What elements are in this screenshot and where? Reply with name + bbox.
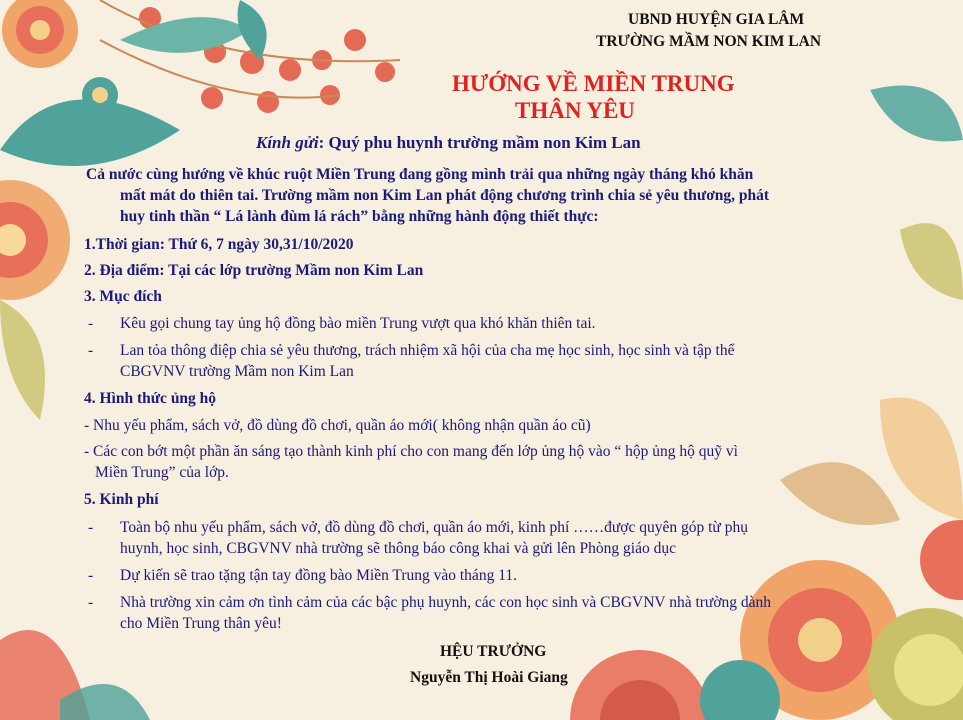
flower-left — [0, 180, 70, 300]
flower-top-left — [2, 0, 78, 68]
section-location: 2. Địa điểm: Tại các lớp trường Mầm non Kim Lan — [84, 262, 424, 279]
funding-item-1-line-1: Toàn bộ nhu yếu phẩm, sách vở, đồ dùng đồ chơi, quần áo mới, kinh phí ……được quyên góp từ phụ — [120, 519, 748, 536]
title-line-1: HƯỚNG VỀ MIỀN TRUNG — [452, 71, 735, 96]
funding-item-2: Dự kiến sẽ trao tặng tận tay đồng bào Miền Trung vào tháng 11. — [120, 567, 517, 584]
support-item-1: - Nhu yếu phẩm, sách vở, đồ dùng đồ chơi, quần áo mới( không nhận quần áo cũ) — [84, 417, 591, 434]
purpose-item-1: Kêu gọi chung tay ủng hộ đồng bào miền Trung vượt qua khó khăn thiên tai. — [120, 315, 596, 332]
intro-line-1: Cả nước cùng hướng về khúc ruột Miền Trung đang gồng mình trải qua những ngày tháng khó khăn — [86, 166, 754, 183]
greeting — [256, 133, 641, 153]
bullet: - — [88, 315, 94, 332]
funding-item-3-line-1: Nhà trường xin cảm ơn tình cảm của các bậc phụ huynh, các con học sinh và CBGVNV nhà trường dành — [120, 594, 772, 611]
title-line-2: THÂN YÊU — [515, 98, 635, 123]
bullet: - — [88, 567, 94, 584]
small-flower — [82, 77, 118, 113]
bullet: - — [88, 519, 94, 536]
intro-line-3: huy tinh thần “ Lá lành đùm lá rách” bằng những hành động thiết thực: — [120, 208, 599, 225]
section-purpose-heading: 3. Mục đích — [84, 288, 162, 305]
header-line-1: UBND HUYỆN GIA LÂM — [628, 11, 805, 28]
signature-role: HỆU TRƯỞNG — [440, 643, 547, 660]
support-item-2-line-1: - Các con bớt một phần ăn sáng tạo thành kinh phí cho con mang đến lớp ủng hộ vào “ hộp ủng hộ quỹ vì — [84, 443, 738, 460]
signature-name: Nguyễn Thị Hoài Giang — [410, 669, 568, 686]
purpose-item-2-line-1: Lan tỏa thông điệp chia sẻ yêu thương, trách nhiệm xã hội của cha mẹ học sinh, học sinh và tập thể — [120, 342, 735, 359]
section-support-heading: 4. Hình thức ủng hộ — [84, 390, 217, 407]
funding-item-3-line-2: cho Miền Trung thân yêu! — [120, 615, 282, 632]
funding-item-1-line-2: huynh, học sinh, CBGVNV nhà trường sẽ thông báo công khai và gửi lên Phòng giáo dục — [120, 540, 676, 557]
section-funding-heading: 5. Kinh phí — [84, 491, 159, 508]
purpose-item-2-line-2: CBGVNV trường Mầm non Kim Lan — [120, 363, 354, 380]
header-line-2: TRƯỜNG MẦM NON KIM LAN — [596, 33, 822, 50]
bullet: - — [88, 342, 94, 359]
intro-line-2: mất mát do thiên tai. Trường mầm non Kim Lan phát động chương trình chia sẻ yêu thương, phát — [120, 187, 770, 204]
support-item-2-line-2: Miền Trung” của lớp. — [95, 464, 229, 481]
section-time: 1.Thời gian: Thứ 6, 7 ngày 30,31/10/2020 — [84, 236, 354, 253]
greeting-text: : Quý phu huynh trường mầm non Kim Lan — [318, 133, 641, 152]
greeting-label: Kính gửi — [256, 133, 319, 152]
bullet: - — [88, 594, 94, 611]
